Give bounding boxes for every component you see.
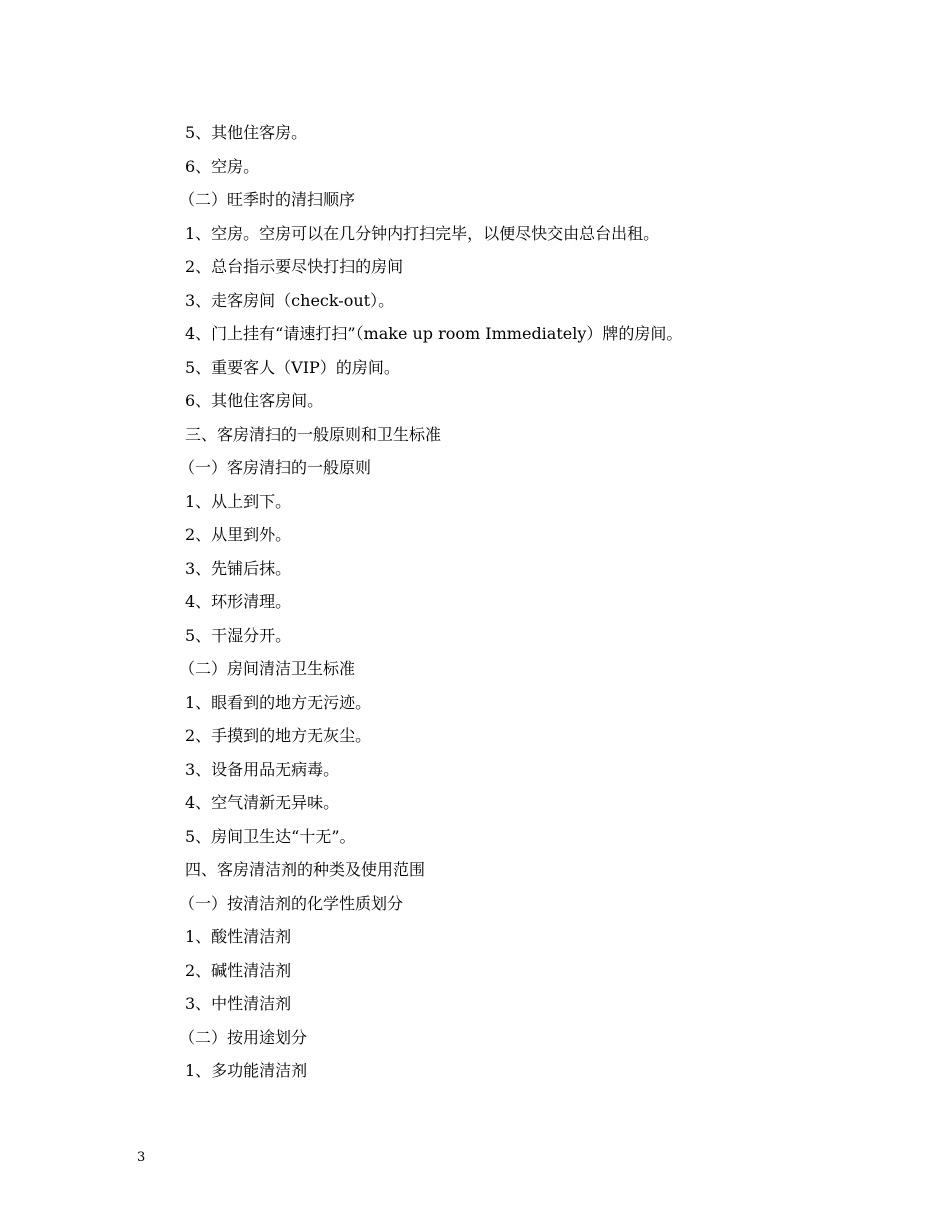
text-line: 5、重要客人（VIP）的房间。 [185, 357, 400, 377]
text-line: 5、其他住客房。 [185, 123, 308, 142]
text-line: 2、从里到外。 [185, 525, 292, 544]
text-line: 1、空房。空房可以在几分钟内打扫完毕，以便尽快交由总台出租。 [185, 223, 660, 243]
page-number: 3 [137, 1150, 146, 1165]
document-body [179, 116, 885, 1088]
subsection-heading: （二）旺季时的清扫顺序 [179, 190, 356, 209]
section-heading: 三、客房清扫的一般原则和卫生标准 [185, 424, 442, 444]
text-line: 1、眼看到的地方无污迹。 [185, 692, 372, 712]
text-line: 1、多功能清洁剂 [185, 1061, 308, 1080]
text-line: 5、房间卫生达“十无”。 [185, 826, 356, 846]
subsection-heading: （一）客房清扫的一般原则 [179, 458, 372, 477]
text-line: 6、空房。 [185, 156, 260, 176]
text-line: 1、酸性清洁剂 [185, 927, 292, 946]
subsection-heading: （二）房间清洁卫生标准 [179, 659, 356, 678]
text-line: 4、环形清理。 [185, 592, 292, 611]
subsection-heading: （二）按用途划分 [179, 1027, 308, 1047]
text-line: 6、其他住客房间。 [185, 391, 324, 410]
text-line: 4、门上挂有“请速打扫”（make up room Immediately）牌的房间。 [185, 324, 683, 343]
text-line: 4、空气清新无异味。 [185, 793, 340, 812]
text-line: 3、设备用品无病毒。 [185, 759, 340, 779]
text-line: 1、从上到下。 [185, 491, 292, 511]
subsection-heading: （一）按清洁剂的化学性质划分 [179, 893, 404, 913]
text-line: 2、碱性清洁剂 [185, 960, 292, 980]
section-heading: 四、客房清洁剂的种类及使用范围 [185, 860, 426, 879]
text-line: 3、先铺后抹。 [185, 558, 292, 578]
text-line: 3、中性清洁剂 [185, 994, 292, 1013]
text-line: 3、走客房间（check-out）。 [185, 290, 395, 310]
text-line: 2、手摸到的地方无灰尘。 [185, 726, 372, 745]
text-line: 2、总台指示要尽快打扫的房间 [185, 257, 404, 276]
text-line: 5、干湿分开。 [185, 625, 292, 645]
